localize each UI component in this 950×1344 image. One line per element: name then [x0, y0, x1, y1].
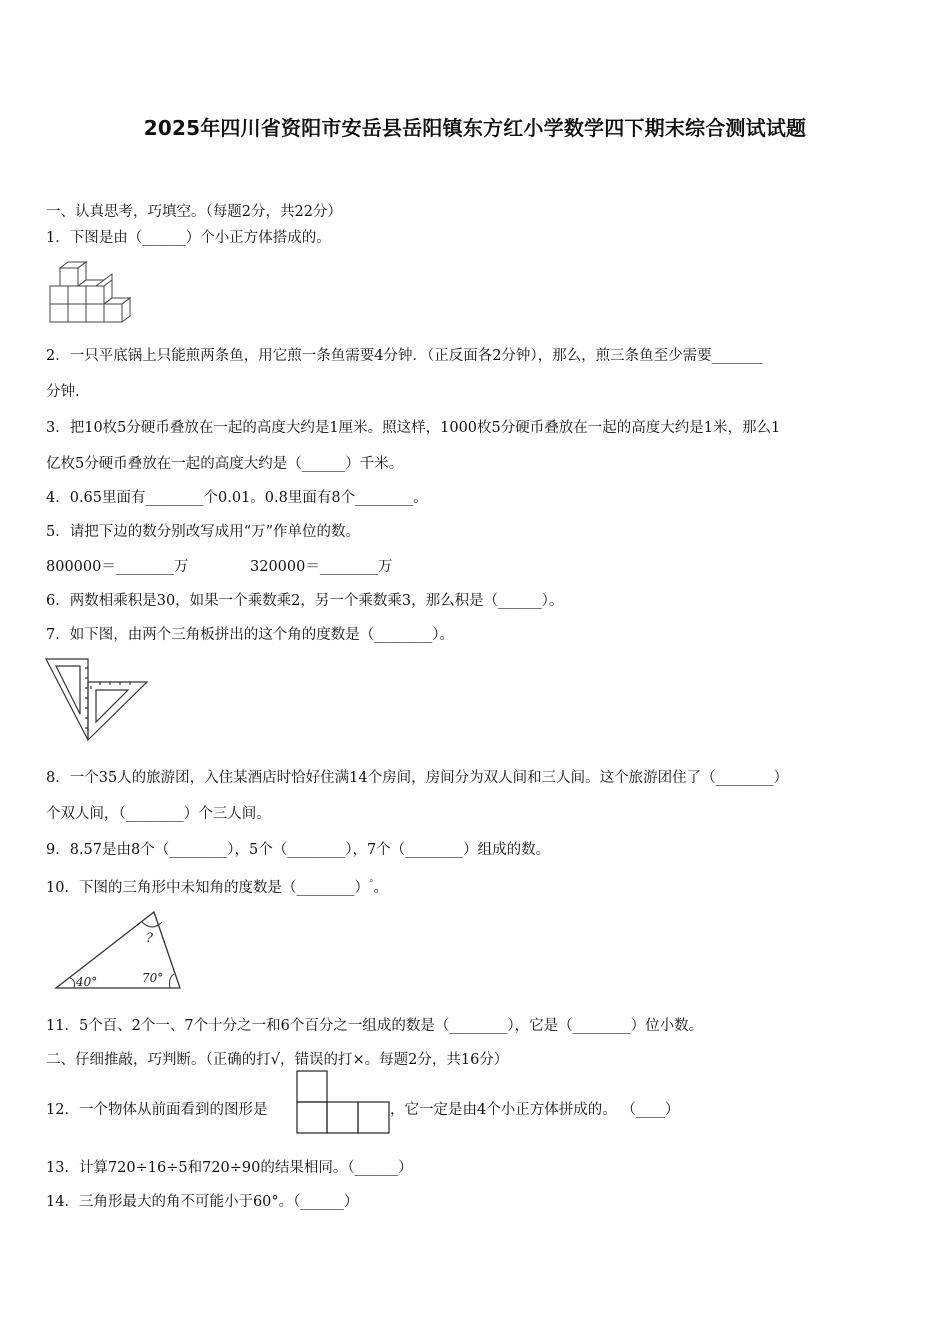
question-12-text-right: ，它一定是由4个小正方体拼成的。 （____）: [390, 1102, 680, 1118]
question-13: 13．计算720÷16÷5和720÷90的结果相同。（______）: [46, 1160, 413, 1176]
question-10-end: 。: [373, 879, 388, 896]
angle-40-label: 40°: [76, 975, 98, 989]
question-3-line-1: 3．把10枚5分硬币叠放在一起的高度大约是1厘米。照这样，1000枚5分硬币叠放在一起的高度大约是1米，那么1: [46, 420, 781, 436]
question-4: 4．0.65里面有________个0.01。0.8里面有8个________。: [46, 490, 428, 506]
page-title: 2025年四川省资阳市安岳县岳阳镇东方红小学数学四下期末综合测试试题: [143, 116, 807, 140]
angle-70-label: 70°: [142, 971, 164, 985]
question-5-part-right: 320000＝________万: [250, 559, 393, 575]
question-5: 5．请把下边的数分别改写成用“万”作单位的数。: [46, 524, 361, 540]
question-3-line-2: 亿枚5分硬币叠放在一起的高度大约是（______）千米。: [46, 456, 404, 472]
question-10-text: 10．下图的三角形中未知角的度数是（________）: [46, 879, 369, 896]
section-heading-1: 一、认真思考，巧填空。（每题2分，共22分）: [46, 204, 342, 220]
question-8-line-2: 个双人间，（________）个三人间。: [46, 806, 271, 822]
question-7: 7．如下图，由两个三角板拼出的这个角的度数是（________）。: [46, 627, 454, 643]
question-11: 11．5个百、2个一、7个十分之一和6个百分之一组成的数是（________），它是（________）位小数。: [46, 1018, 704, 1034]
degree-mark: °: [368, 879, 374, 889]
triangle-figure: [52, 908, 184, 992]
question-1: 1．下图是由（______）个小正方体搭成的。: [46, 230, 331, 246]
question-14: 14．三角形最大的角不可能小于60°。（______）: [46, 1194, 359, 1210]
question-5-part-left: 800000＝________万: [46, 559, 189, 575]
question-8-line-1: 8．一个35人的旅游团，入住某酒店时恰好住满14个房间，房间分为双人间和三人间。这个旅游团住了（________）: [46, 770, 789, 786]
front-view-figure: [296, 1070, 391, 1134]
question-2-line-2: 分钟.: [46, 384, 80, 400]
unknown-angle-label: ?: [146, 931, 153, 946]
set-squares-figure: [44, 656, 150, 744]
question-12-text-left: 12．一个物体从前面看到的图形是: [46, 1102, 268, 1118]
question-2-line-1: 2．一只平底锅上只能煎两条鱼，用它煎一条鱼需要4分钟．（正反面各2分钟），那么，煎三条鱼至少需要_______: [46, 348, 763, 364]
question-6: 6．两数相乘积是30，如果一个乘数乘2，另一个乘数乘3，那么积是（______）。: [46, 593, 564, 609]
question-10: [46, 874, 388, 898]
section-heading-2: 二、仔细推敲，巧判断。（正确的打√，错误的打×。每题2分，共16分）: [46, 1052, 509, 1068]
cubes-figure: [46, 260, 132, 328]
question-9: 9．8.57是由8个（________），5个（________），7个（________）组成的数。: [46, 842, 551, 858]
